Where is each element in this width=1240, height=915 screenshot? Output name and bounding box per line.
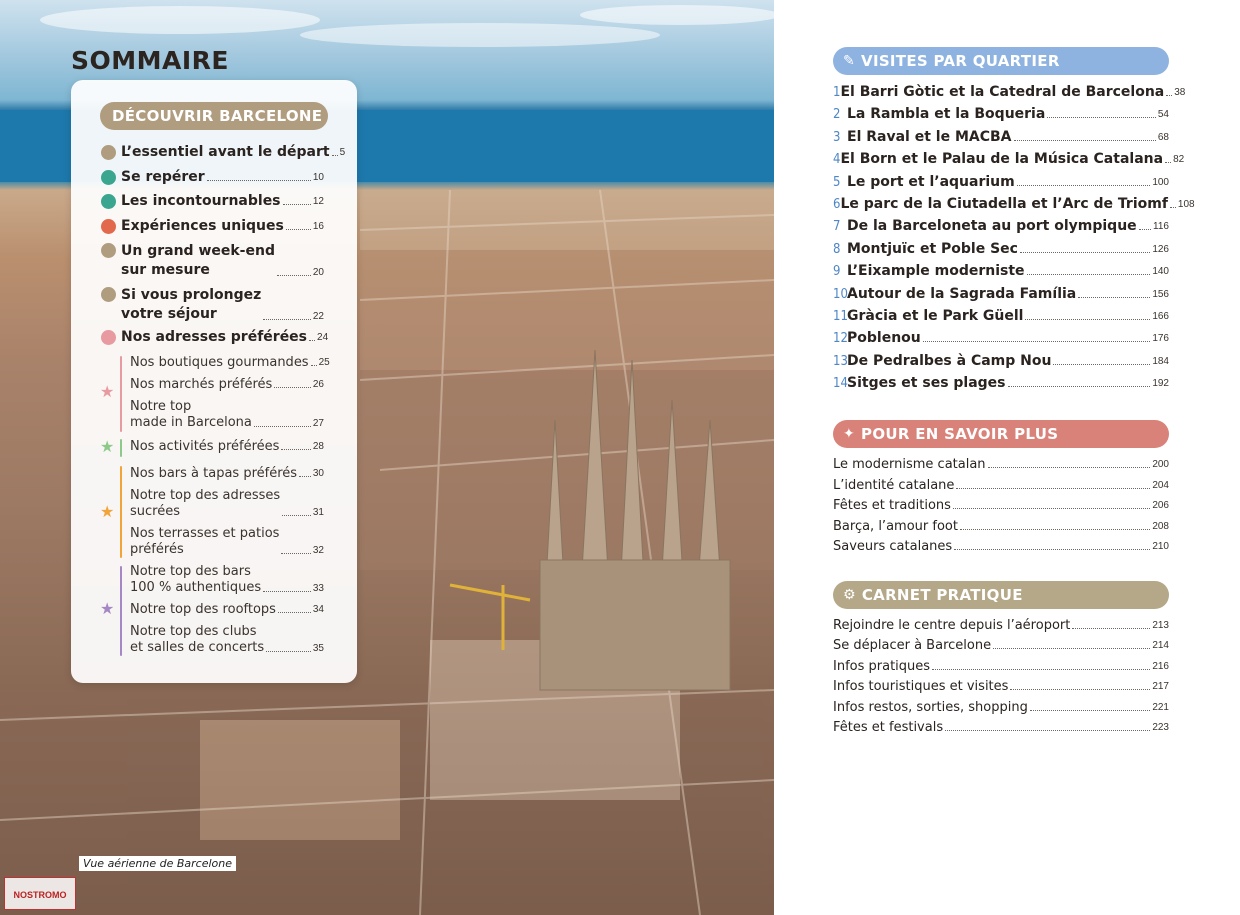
toc-subentry[interactable] xyxy=(130,355,330,370)
leader-dots xyxy=(923,341,1151,342)
entry-page: 217 xyxy=(1152,681,1169,693)
leader-dots xyxy=(960,529,1150,530)
toc-entry[interactable] xyxy=(833,353,1169,369)
entry-label: Poblenou xyxy=(847,330,921,347)
entry-label: Infos restos, sorties, shopping xyxy=(833,699,1028,715)
toc-subentry[interactable] xyxy=(130,564,324,596)
entry-number: 13 xyxy=(833,353,848,369)
entry-label xyxy=(130,526,279,558)
sparkle-icon: ✦ xyxy=(843,426,856,442)
entry-page: 16 xyxy=(312,221,324,232)
leader-dots xyxy=(1027,274,1151,275)
entry-label-line1: Notre top xyxy=(130,399,192,414)
leader-dots xyxy=(1030,710,1150,711)
entry-label: Autour de la Sagrada Família xyxy=(847,285,1077,302)
entry-label: De la Barceloneta au port olympique xyxy=(847,218,1137,235)
entry-label: Saveurs catalanes xyxy=(833,539,953,555)
pink-dot-icon xyxy=(101,330,116,345)
compass-icon: ✎ xyxy=(843,53,856,69)
leader-dots xyxy=(332,155,338,156)
leader-dots xyxy=(1072,628,1150,629)
toc-entry[interactable] xyxy=(833,679,1169,694)
toc-entry[interactable] xyxy=(833,457,1169,472)
entry-label-line2: votre séjour xyxy=(121,306,217,322)
entry-label-line2: sucrées xyxy=(130,504,180,519)
entry-label: Nos boutiques gourmandes xyxy=(130,355,309,370)
entry-page: 26 xyxy=(312,379,324,390)
entry-label: Infos touristiques et visites xyxy=(833,679,1009,695)
leader-dots xyxy=(1047,117,1156,118)
publisher-logo: NOSTROMO xyxy=(4,877,76,910)
entry-label: Fêtes et traditions xyxy=(833,498,951,514)
entry-label: Nos bars à tapas préférés xyxy=(130,466,298,481)
entry-label: Fêtes et festivals xyxy=(833,720,944,735)
entry-label: Barça, l’amour foot xyxy=(833,518,958,534)
entry-page: 20 xyxy=(312,267,324,278)
entry-label: El Raval et le MACBA xyxy=(847,128,1012,145)
toc-subentry[interactable] xyxy=(130,466,324,481)
toc-entry[interactable] xyxy=(833,174,1169,190)
entry-page: 192 xyxy=(1152,378,1169,390)
group-bar xyxy=(120,356,122,432)
toc-entry[interactable] xyxy=(833,106,1169,122)
entry-number: 6 xyxy=(833,197,841,212)
toc-entry[interactable] xyxy=(833,308,1169,324)
leader-dots xyxy=(263,591,311,592)
teal-dot-icon xyxy=(101,194,116,209)
entry-page: 12 xyxy=(312,196,324,207)
leader-dots xyxy=(1020,252,1150,253)
leader-dots xyxy=(309,340,315,341)
star-icon: ★ xyxy=(100,601,115,618)
entry-number: 9 xyxy=(833,264,841,280)
entry-label: L’essentiel avant le départ xyxy=(121,144,330,160)
entry-number: 10 xyxy=(833,286,848,302)
entry-page: 204 xyxy=(1152,479,1169,491)
section-header-savoir xyxy=(833,420,1169,448)
entry-label: La Rambla et la Boqueria xyxy=(847,106,1046,123)
star-icon: ★ xyxy=(100,504,115,521)
toc-entry[interactable] xyxy=(833,263,1169,279)
leader-dots xyxy=(283,204,311,205)
entry-label: Nos marchés préférés xyxy=(130,377,273,392)
toc-subentry[interactable] xyxy=(130,602,324,617)
toc-entry[interactable] xyxy=(833,330,1169,346)
entry-page: 156 xyxy=(1152,288,1169,300)
orange-dot-icon xyxy=(101,219,116,234)
toc-entry[interactable] xyxy=(121,193,324,209)
leader-dots xyxy=(953,508,1150,509)
entry-label: Nos activités préférées xyxy=(130,439,280,454)
toc-subentry[interactable] xyxy=(130,399,324,431)
entry-label-line2: et salles de concerts xyxy=(130,640,265,655)
entry-page: 5 xyxy=(339,147,346,158)
entry-label-line2: sur mesure xyxy=(121,262,210,278)
leader-dots xyxy=(311,365,317,366)
toc-entry[interactable] xyxy=(833,375,1169,391)
entry-label xyxy=(130,624,264,656)
section-header-label: VISITES PAR QUARTIER xyxy=(861,52,1060,70)
toc-entry[interactable] xyxy=(833,196,1195,212)
entry-label: Notre top des rooftops xyxy=(130,602,276,617)
entry-page: 100 xyxy=(1152,176,1169,188)
group-bar xyxy=(120,566,122,656)
entry-label: Nos adresses préférées xyxy=(121,329,308,345)
entry-label-line1: Un grand week-end xyxy=(121,243,275,259)
entry-label-line2: 100 % authentiques xyxy=(130,580,262,595)
entry-label: Sitges et ses plages xyxy=(847,375,1006,392)
entry-label: Le parc de la Ciutadella et l’Arc de Triomf xyxy=(840,196,1168,212)
entry-label: Se déplacer à Barcelone xyxy=(833,638,992,654)
entry-label-line1: Notre top des adresses xyxy=(130,488,281,503)
entry-page: 30 xyxy=(312,468,324,479)
entry-page: 176 xyxy=(1152,333,1169,345)
toc-entry[interactable] xyxy=(121,329,329,345)
toc-entry[interactable] xyxy=(833,241,1169,257)
entry-label: Les incontournables xyxy=(121,193,281,209)
section-header-carnet xyxy=(833,581,1169,609)
entry-number: 3 xyxy=(833,129,841,145)
leader-dots xyxy=(207,180,311,181)
toc-subentry[interactable] xyxy=(130,526,324,558)
entry-number: 11 xyxy=(833,309,848,324)
entry-number: 2 xyxy=(833,107,841,123)
leader-dots xyxy=(278,612,311,613)
entry-page: 24 xyxy=(317,332,329,343)
entry-page: 206 xyxy=(1152,500,1169,512)
entry-number: 14 xyxy=(833,376,848,392)
toc-entry[interactable] xyxy=(833,659,1169,674)
toc-entry[interactable] xyxy=(833,84,1186,100)
entry-label: Le port et l’aquarium xyxy=(847,173,1015,190)
leader-dots xyxy=(1166,95,1172,96)
toc-subentry[interactable] xyxy=(130,377,324,392)
leader-dots xyxy=(932,669,1150,670)
entry-label xyxy=(130,488,280,520)
teal-dot-icon xyxy=(101,170,116,185)
entry-label: El Barri Gòtic et la Catedral de Barcelona xyxy=(840,84,1165,100)
entry-page: 54 xyxy=(1157,109,1169,121)
group-bar xyxy=(120,466,122,558)
leader-dots xyxy=(274,387,311,388)
page-title: SOMMAIRE xyxy=(71,46,229,75)
entry-page: 166 xyxy=(1152,311,1169,322)
toc-entry[interactable] xyxy=(833,151,1185,168)
toc-entry[interactable] xyxy=(833,519,1169,534)
entry-label: Rejoindre le centre depuis l’aéroport xyxy=(833,618,1071,633)
leader-dots xyxy=(1008,386,1151,387)
leader-dots xyxy=(277,275,311,276)
entry-number: 1 xyxy=(833,85,841,100)
leader-dots xyxy=(1053,364,1150,365)
tan-dot-icon xyxy=(101,287,116,302)
entry-label-line1: Si vous prolongez xyxy=(121,287,262,303)
entry-label xyxy=(130,564,261,596)
entry-page: 126 xyxy=(1152,243,1169,255)
toc-entry[interactable] xyxy=(121,286,324,324)
entry-page: 108 xyxy=(1177,199,1195,210)
entry-label xyxy=(121,286,261,324)
toc-entry[interactable] xyxy=(833,720,1169,735)
entry-label: El Born et le Palau de la Música Catalana xyxy=(840,151,1164,168)
entry-page: 200 xyxy=(1152,459,1169,470)
leader-dots xyxy=(1010,689,1150,690)
leader-dots xyxy=(282,515,311,516)
toc-subentry[interactable] xyxy=(130,488,324,520)
entry-page: 31 xyxy=(312,507,324,518)
entry-label-line1: Nos terrasses et patios xyxy=(130,526,280,541)
toc-subentry[interactable] xyxy=(130,439,324,454)
leader-dots xyxy=(286,229,311,230)
entry-number: 4 xyxy=(833,152,841,168)
section-header-label: POUR EN SAVOIR PLUS xyxy=(861,425,1059,443)
entry-page: 82 xyxy=(1173,154,1185,166)
entry-label: Se repérer xyxy=(121,169,205,185)
entry-page: 210 xyxy=(1152,541,1169,553)
entry-number: 8 xyxy=(833,241,841,257)
entry-label: L’identité catalane xyxy=(833,477,955,493)
entry-label-line2: made in Barcelona xyxy=(130,415,252,430)
entry-page: 10 xyxy=(312,172,324,183)
toc-entry[interactable] xyxy=(833,700,1169,715)
star-icon: ★ xyxy=(100,439,115,456)
entry-page: 214 xyxy=(1152,640,1169,652)
leader-dots xyxy=(954,549,1150,550)
toc-entry[interactable] xyxy=(121,218,324,234)
entry-label: De Pedralbes à Camp Nou xyxy=(847,352,1052,369)
photo-caption: Vue aérienne de Barcelone xyxy=(79,856,236,871)
entry-label: L’Eixample moderniste xyxy=(847,263,1025,280)
toc-entry[interactable] xyxy=(833,129,1169,145)
entry-page: 28 xyxy=(312,441,324,452)
entry-page: 208 xyxy=(1152,520,1169,532)
leader-dots xyxy=(1170,207,1176,208)
leader-dots xyxy=(945,730,1150,731)
leader-dots xyxy=(299,476,311,477)
leader-dots xyxy=(1165,162,1171,163)
section-header-visites xyxy=(833,47,1169,75)
leader-dots xyxy=(254,426,311,427)
tan-dot-icon xyxy=(101,145,116,160)
leader-dots xyxy=(956,488,1150,489)
entry-label xyxy=(130,399,252,431)
entry-page: 221 xyxy=(1152,701,1169,713)
leader-dots xyxy=(993,648,1150,649)
toc-entry[interactable] xyxy=(833,478,1169,493)
toc-entry[interactable] xyxy=(833,286,1169,302)
section-header-label: CARNET PRATIQUE xyxy=(861,586,1023,604)
gear-icon: ⚙ xyxy=(843,587,856,603)
toc-entry[interactable] xyxy=(833,618,1169,633)
entry-label: Montjuïc et Poble Sec xyxy=(847,240,1018,257)
leader-dots xyxy=(988,467,1151,468)
entry-page: 38 xyxy=(1174,87,1186,98)
entry-page: 184 xyxy=(1152,355,1169,367)
toc-entry[interactable] xyxy=(833,638,1169,653)
entry-page: 22 xyxy=(312,311,324,322)
leader-dots xyxy=(263,319,311,320)
entry-page: 34 xyxy=(312,604,324,615)
entry-page: 213 xyxy=(1152,620,1169,631)
toc-subentry[interactable] xyxy=(130,624,324,656)
entry-label: Infos pratiques xyxy=(833,658,931,674)
entry-label-line2: préférés xyxy=(130,542,184,557)
entry-page: 216 xyxy=(1152,660,1169,672)
entry-label: Gràcia et le Park Güell xyxy=(847,308,1024,324)
entry-label: Le modernisme catalan xyxy=(833,457,986,472)
leader-dots xyxy=(1014,140,1156,141)
leader-dots xyxy=(1017,185,1151,186)
entry-label xyxy=(121,242,275,280)
toc-entry[interactable] xyxy=(121,242,324,280)
leader-dots xyxy=(281,449,310,450)
entry-number: 7 xyxy=(833,219,841,235)
entry-label: Expériences uniques xyxy=(121,218,284,234)
entry-number: 5 xyxy=(833,174,841,190)
toc-entry[interactable] xyxy=(833,498,1169,513)
group-bar xyxy=(120,439,122,457)
entry-number: 12 xyxy=(833,331,848,347)
toc-entry[interactable] xyxy=(121,144,346,160)
leader-dots xyxy=(1025,319,1150,320)
section-pill-decouvrir: DÉCOUVRIR BARCELONE xyxy=(100,102,328,130)
entry-label-line1: Notre top des clubs xyxy=(130,624,257,639)
entry-page: 25 xyxy=(318,357,330,368)
entry-page: 35 xyxy=(312,643,324,654)
leader-dots xyxy=(1139,229,1151,230)
tan-dot-icon xyxy=(101,243,116,258)
entry-page: 116 xyxy=(1153,221,1169,233)
star-icon: ★ xyxy=(100,384,115,401)
entry-page: 223 xyxy=(1152,722,1169,733)
leader-dots xyxy=(1078,297,1150,298)
toc-entry[interactable] xyxy=(121,169,324,185)
entry-page: 33 xyxy=(312,583,324,594)
toc-entry[interactable] xyxy=(833,539,1169,554)
leader-dots xyxy=(266,651,311,652)
entry-label-line1: Notre top des bars xyxy=(130,564,251,579)
entry-page: 27 xyxy=(312,418,324,429)
entry-page: 32 xyxy=(312,545,324,556)
leader-dots xyxy=(281,553,310,554)
entry-page: 140 xyxy=(1152,266,1169,278)
toc-entry[interactable] xyxy=(833,218,1169,234)
entry-page: 68 xyxy=(1157,131,1169,143)
